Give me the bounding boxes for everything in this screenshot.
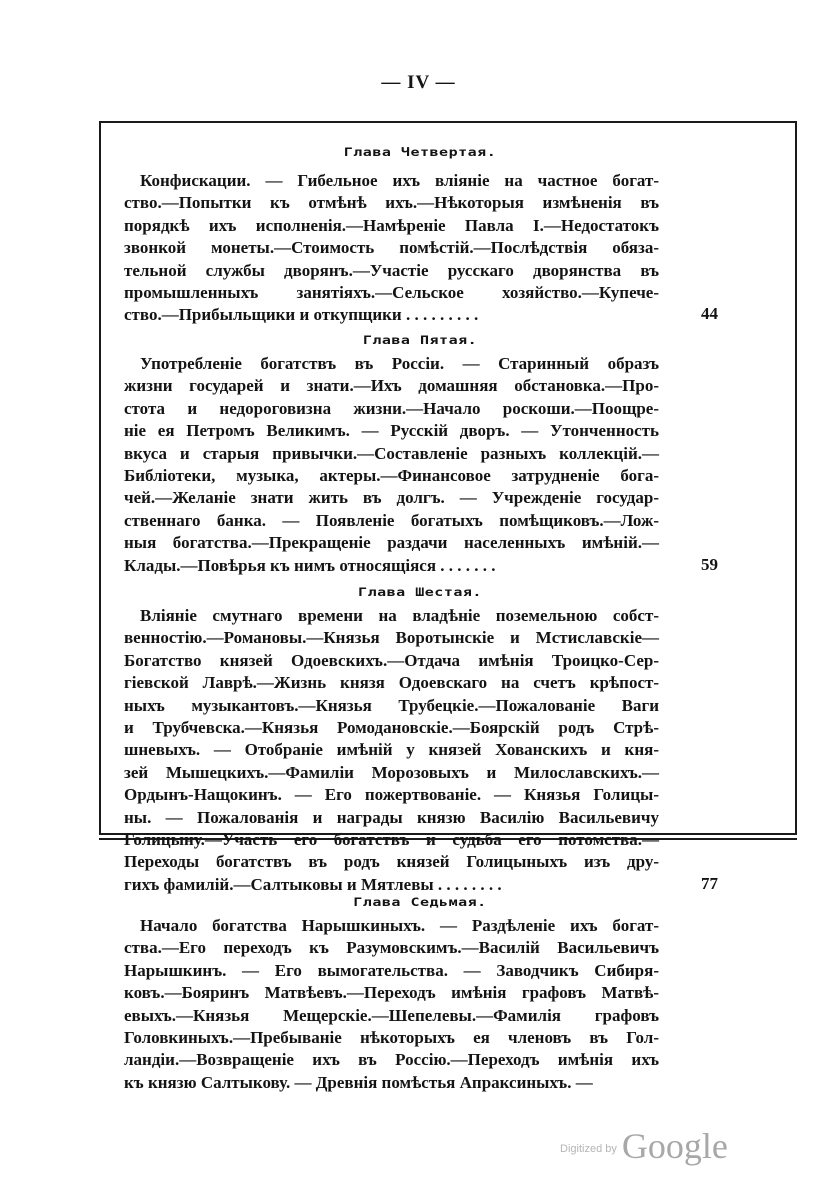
chapter-page-number: 44 — [701, 304, 718, 324]
chapter-line: вкуса и старыя привычки.—Составленіе разныхъ коллекцій.— — [124, 443, 659, 463]
chapter-line: промышленныхъ занятіяхъ.—Сельское хозяйство.—Купече- — [124, 283, 659, 302]
chapter-line: звонкой монеты.—Стоимость помѣстій.—Послѣдствія обяза- — [124, 238, 659, 258]
chapter-page-number: 77 — [701, 873, 718, 893]
chapter-page-number: 59 — [701, 554, 718, 574]
chapter-line: гихъ фамилій.—Салтыковы и Мятлевы . . . . . . . . — [124, 874, 502, 894]
chapter-line: ныя богатства.—Прекращеніе раздачи населенныхъ имѣній.— — [124, 533, 659, 553]
chapter-line: Ордынъ-Нащокинъ. — Его пожертвованіе. — Князья Голицы- — [124, 785, 659, 805]
chapter-line: порядкѣ ихъ исполненія.—Намѣреніе Павла I.—Недостатокъ — [124, 215, 659, 235]
chapter-line: ныхъ музыкантовъ.—Князья Трубецкіе.—Пожалованіе Ваги — [124, 695, 659, 715]
chapter-line: тельной службы дворянъ.—Участіе русскаго дворянства въ — [124, 260, 659, 280]
chapter-title: Глава Четвертая. — [343, 145, 497, 159]
chapter-line: ны. — Пожалованія и награды князю Василію Васильевичу — [124, 807, 659, 827]
chapter-title: Глава Седьмая. — [353, 895, 487, 909]
chapter-line: къ князю Салтыкову. — Древнія помѣстья Апраксиныхъ. — — [124, 1072, 593, 1092]
chapter-title: Глава Шестая. — [358, 585, 482, 599]
watermark-prefix: Digitized by — [560, 1143, 617, 1155]
chapter-line: Начало богатства Нарышкиныхъ. — Раздѣленіе ихъ богат- — [140, 916, 659, 935]
chapter-line: евыхъ.—Князья Мещерскіе.—Шепелевы.—Фамилія графовъ — [124, 1005, 659, 1025]
chapter-line: венностію.—Романовы.—Князья Воротынскіе и Мстиславскіе— — [124, 628, 659, 648]
chapter-line: и Трубчевска.—Князья Ромодановскіе.—Боярскій родъ Стрѣ- — [124, 718, 659, 737]
chapter-line: Переходы богатствъ въ родъ князей Голицыныхъ изъ дру- — [124, 852, 659, 872]
chapter-line: ства.—Его переходъ къ Разумовскимъ.—Василій Васильевичъ — [124, 938, 659, 958]
chapter-line: Конфискации. — Гибельное ихъ вліяніе на частное богат- — [140, 171, 659, 190]
chapter-line: Вліяніе смутнаго времени на владѣніе поземельною собст- — [140, 606, 659, 625]
page-number: — IV — — [381, 72, 456, 93]
chapter-line: ственнаго банка. — Появленіе богатыхъ помѣщиковъ.—Лож- — [124, 510, 659, 530]
chapter-line: Библіотеки, музыка, актеры.—Финансовое затрудненіе бога- — [124, 466, 659, 485]
chapter-line: стота и недороговизна жизни.—Начало роскоши.—Поощре- — [124, 398, 659, 418]
chapter-line: гіевской Лаврѣ.—Жизнь князя Одоевскаго на счетъ крѣпост- — [124, 673, 659, 693]
chapter-line: шневыхъ. — Отобраніе имѣній у князей Хованскихъ и кня- — [124, 740, 659, 760]
chapter-title: Глава Пятая. — [362, 333, 478, 347]
chapter-line: ство.—Попытки къ отмѣнѣ ихъ.—Нѣкоторыя измѣненія въ — [124, 193, 659, 213]
chapter-line: зей Мышецкихъ.—Фамиліи Морозовыхъ и Милославскихъ.— — [124, 762, 659, 782]
digitized-watermark — [560, 1125, 728, 1167]
chapter-line: ніе ея Петромъ Великимъ. — Русскій дворъ. — Утонченность — [124, 421, 659, 441]
chapter-line: ство.—Прибыльщики и откупщики . . . . . . . . . — [124, 305, 479, 325]
chapter-line: Голицыну.—Участь его богатствъ и судьба его потомства.— — [124, 830, 659, 849]
chapter-line: Головкиныхъ.—Пребываніе нѣкоторыхъ ея членовъ въ Гол- — [124, 1028, 659, 1047]
chapter-line: Нарышкинъ. — Его вымогательства. — Заводчикъ Сибиря- — [124, 960, 659, 980]
chapter-line: Употребленіе богатствъ въ Россіи. — Старинный образъ — [140, 354, 659, 373]
chapter-line: жизни государей и знати.—Ихъ домашняя обстановка.—Про- — [124, 376, 659, 396]
chapter-line: ландіи.—Возвращеніе ихъ въ Россію.—Переходъ имѣнія ихъ — [124, 1050, 659, 1070]
chapter-line: Богатство князей Одоевскихъ.—Отдача имѣнія Троицко-Сер- — [124, 650, 659, 670]
chapter-line: ковъ.—Бояринъ Матвѣевъ.—Переходъ имѣнія графовъ Матвѣ- — [124, 983, 659, 1003]
google-logo: Google — [621, 1126, 728, 1166]
chapter-line: Клады.—Повѣрья къ нимъ относящіяся . . . . . . . — [124, 555, 496, 575]
chapter-line: чей.—Желаніе знати жить въ долгъ. — Учрежденіе государ- — [124, 488, 659, 508]
